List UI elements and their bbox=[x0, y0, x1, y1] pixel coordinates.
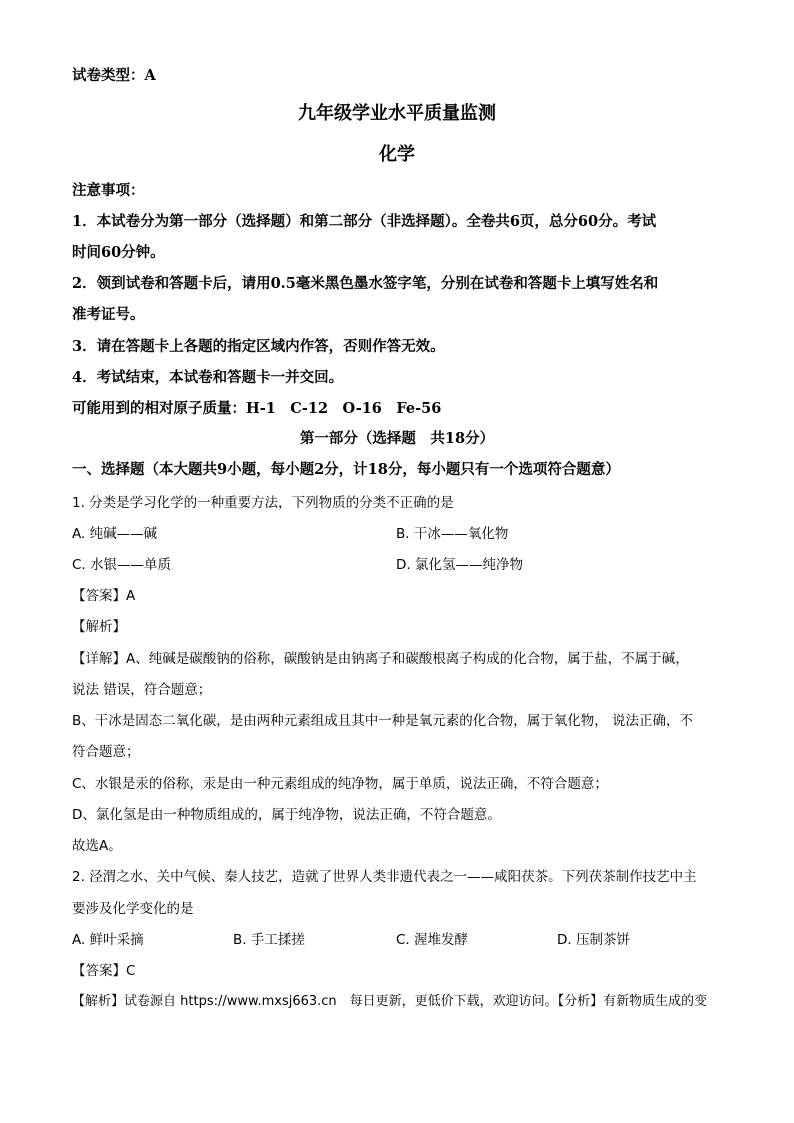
q1-option-a: A. 纯碱——碱 bbox=[72, 526, 158, 542]
note-1-line-2: 时间60分钟。 bbox=[72, 244, 165, 261]
q1-stem: 1. 分类是学习化学的一种重要方法，下列物质的分类不正确的是 bbox=[72, 495, 454, 511]
q1-answer: 【答案】A bbox=[72, 588, 136, 604]
q2-answer: 【答案】C bbox=[72, 963, 136, 979]
q1-detail-line-4: 符合题意； bbox=[72, 744, 140, 760]
q2-stem-line-2: 要涉及化学变化的是 bbox=[72, 901, 194, 917]
notes-heading: 注意事项： bbox=[72, 182, 145, 199]
note-2-line-1: 2．领到试卷和答题卡后，请用0.5毫米黑色墨水签字笔，分别在试卷和答题卡上填写姓名和 bbox=[72, 275, 659, 292]
q1-detail-line-6: D、氯化氢是由一种物质组成的，属于纯净物，说法正确，不符合题意。 bbox=[72, 807, 501, 823]
q2-option-a: A. 鲜叶采摘 bbox=[72, 932, 144, 948]
note-2-line-2: 准考证号。 bbox=[72, 306, 145, 323]
q2-analysis-end: 每日更新，更低价下载，欢迎访问。【分析】有新物质生成的变 bbox=[336, 994, 708, 1009]
q2-analysis-line bbox=[72, 992, 724, 1012]
section-heading: 一、选择题（本大题共9小题，每小题2分，计18分，每小题只有一个选项符合题意） bbox=[72, 461, 620, 478]
q2-stem-line-1: 2. 泾渭之水、关中气候、秦人技艺，造就了世界人类非遗代表之一——咸阳茯茶。下列茯茶制作技艺中主 bbox=[72, 869, 697, 885]
q1-detail-line-1: 【详解】A、纯碱是碳酸钠的俗称，碳酸钠是由钠离子和碳酸根离子构成的化合物，属于盐，不属于碱， bbox=[72, 651, 689, 667]
q1-analysis-label: 【解析】 bbox=[72, 619, 126, 635]
q1-detail-line-2: 说法 错误，符合题意； bbox=[72, 682, 212, 698]
q2-option-d: D. 压制茶饼 bbox=[557, 932, 630, 948]
paper-type: 试卷类型：A bbox=[72, 67, 156, 84]
subject-title: 化学 bbox=[379, 144, 415, 165]
note-3: 3．请在答题卡上各题的指定区域内作答，否则作答无效。 bbox=[72, 338, 445, 355]
atomic-masses: 可能用到的相对原子质量：H-1 C-12 O-16 Fe-56 bbox=[72, 400, 442, 417]
part1-heading: 第一部分（选择题 共18分） bbox=[299, 430, 495, 447]
q1-detail-line-5: C、水银是汞的俗称，汞是由一种元素组成的纯净物，属于单质，说法正确，不符合题意； bbox=[72, 776, 608, 792]
q1-option-b: B. 干冰——氧化物 bbox=[396, 526, 509, 542]
q2-option-c: C. 渥堆发酵 bbox=[396, 932, 469, 948]
q1-detail-line-3: B、干冰是固态二氧化碳，是由两种元素组成且其中一种是氧元素的化合物，属于氧化物， 说法正确，不 bbox=[72, 713, 694, 729]
q1-option-d: D. 氯化氢——纯净物 bbox=[396, 557, 523, 573]
q1-conclusion: 故选A。 bbox=[72, 838, 122, 854]
exam-title: 九年级学业水平质量监测 bbox=[298, 103, 496, 124]
q2-option-b: B. 手工揉搓 bbox=[233, 932, 305, 948]
note-1-line-1: 1．本试卷分为第一部分（选择题）和第二部分（非选择题）。全卷共6页，总分60分。考试 bbox=[72, 213, 657, 230]
q1-option-c: C. 水银——单质 bbox=[72, 557, 172, 573]
q2-analysis-start: 【解析】试卷源自 bbox=[72, 994, 177, 1009]
note-4: 4．考试结束，本试卷和答题卡一并交回。 bbox=[72, 369, 344, 386]
source-url-link[interactable]: https://www.mxsj663.cn bbox=[180, 994, 337, 1009]
